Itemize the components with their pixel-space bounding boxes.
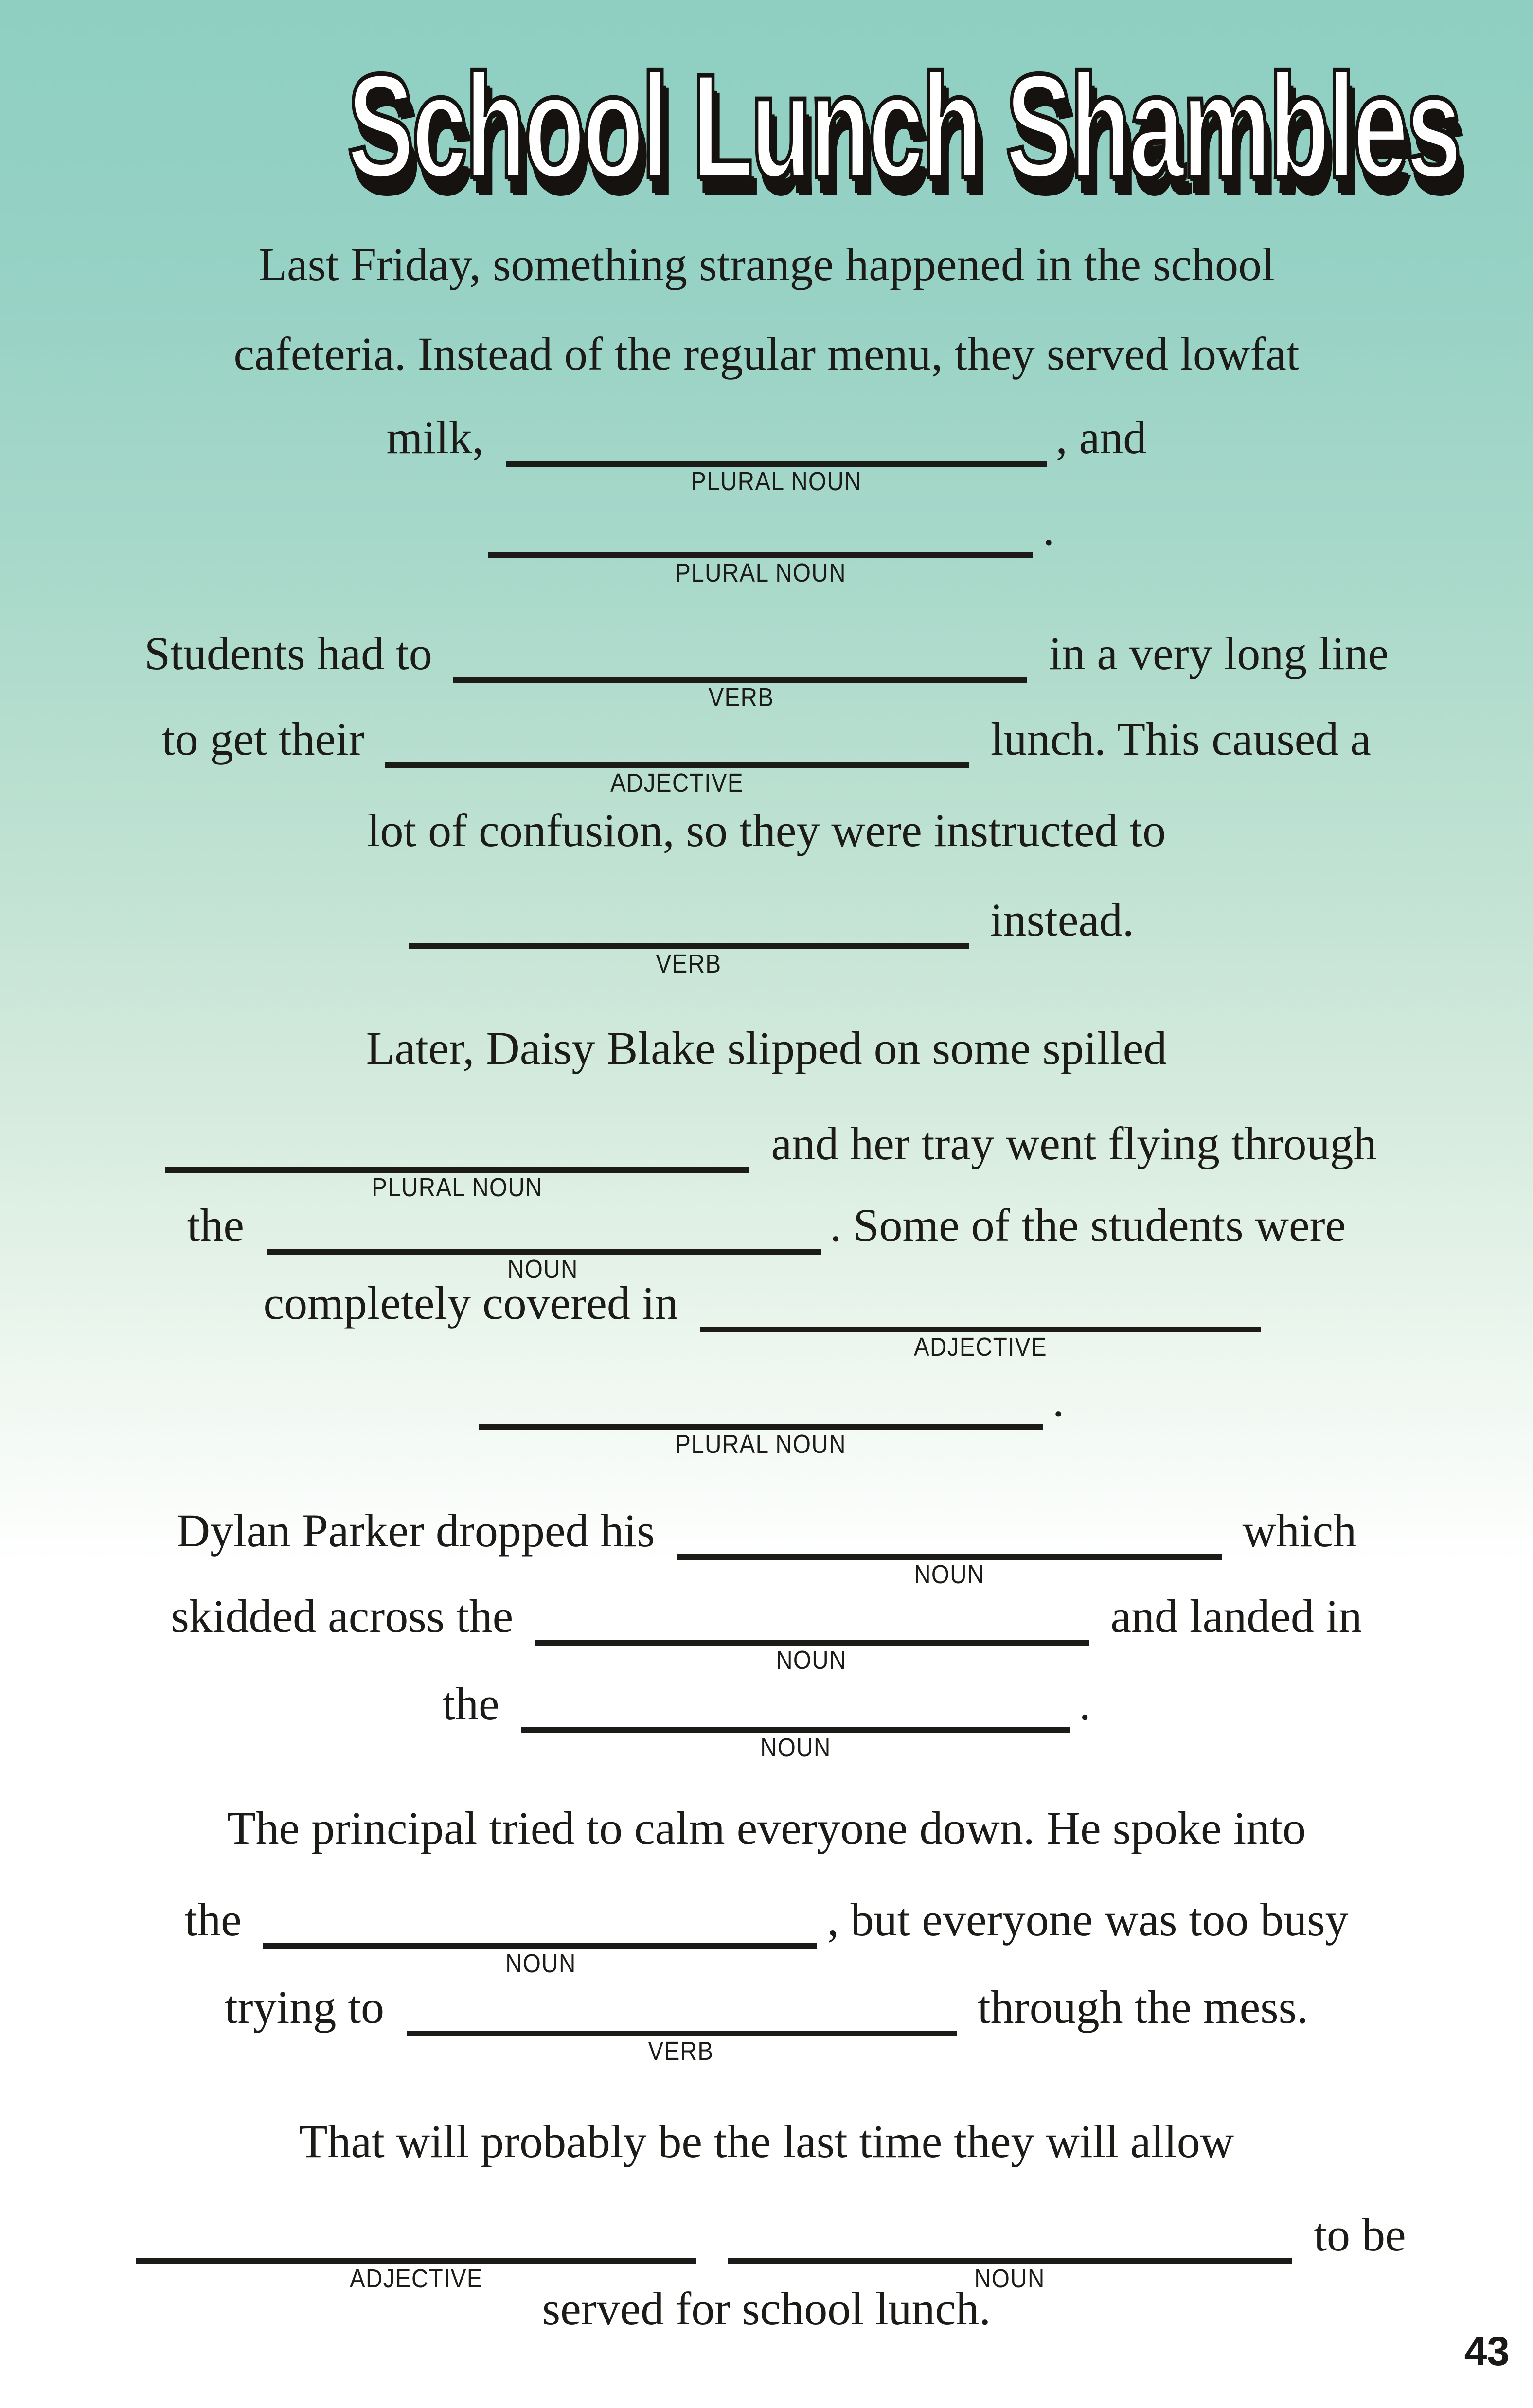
story-text: skidded across the — [171, 1593, 514, 1644]
page-title: School Lunch Shambles — [347, 45, 1460, 210]
story-text: The principal tried to calm everyone down. He spoke into — [227, 1805, 1306, 1856]
story-line — [43, 1280, 1490, 1362]
story-text: milk, — [386, 414, 484, 465]
story-text: . — [1052, 1377, 1064, 1428]
story-text: lunch. This caused a — [990, 716, 1371, 766]
story-line — [43, 2287, 1490, 2334]
fill-in-blank[interactable] — [488, 533, 1033, 587]
story-text: the — [187, 1202, 245, 1253]
fill-in-blank[interactable] — [386, 743, 969, 797]
fill-in-blank[interactable] — [263, 1924, 818, 1978]
story-text: served for school lunch. — [542, 2285, 991, 2336]
blank-label: PLURAL NOUN — [675, 1430, 846, 1459]
blank-label: PLURAL NOUN — [675, 558, 846, 587]
story-text: lot of confusion, so they were instructed to — [367, 807, 1166, 858]
story-line — [43, 333, 1490, 379]
story-line — [43, 1507, 1490, 1589]
story-line — [43, 1377, 1490, 1459]
blank-label: PLURAL NOUN — [690, 467, 861, 496]
blank-label: PLURAL NOUN — [372, 1173, 544, 1202]
story-line — [43, 243, 1490, 290]
story-text: instead. — [990, 897, 1134, 947]
story-line — [43, 506, 1490, 587]
blank-label: NOUN — [504, 1949, 576, 1978]
story-text: to be — [1314, 2212, 1406, 2262]
story-text: which — [1242, 1507, 1357, 1558]
fill-in-blank[interactable] — [521, 1708, 1070, 1762]
story-line — [43, 414, 1490, 496]
blank-label: ADJECTIVE — [913, 1332, 1047, 1362]
blank-label: ADJECTIVE — [610, 768, 744, 797]
fill-in-blank[interactable] — [409, 924, 969, 978]
story-text: That will probably be the last time they will allow — [299, 2118, 1234, 2169]
story-text: , and — [1055, 414, 1147, 465]
story-line — [43, 2212, 1490, 2293]
blank-label: ADJECTIVE — [350, 2264, 484, 2293]
story-line — [43, 1593, 1490, 1675]
story-line — [43, 2120, 1490, 2167]
fill-in-blank[interactable] — [505, 442, 1046, 496]
story-text: , but everyone was too busy — [827, 1896, 1349, 1947]
story-text: cafeteria. Instead of the regular menu, they served lowfat — [233, 331, 1300, 381]
blank-label: VERB — [708, 683, 774, 712]
blank-label: NOUN — [776, 1646, 848, 1675]
story-text: completely covered in — [263, 1280, 678, 1330]
story-line — [43, 1984, 1490, 2066]
blank-label: VERB — [656, 949, 722, 978]
story-text: Later, Daisy Blake slipped on some spilled — [366, 1025, 1167, 1076]
story-text: and landed in — [1110, 1593, 1362, 1644]
page-number: 43 — [1464, 2330, 1510, 2375]
fill-in-blank[interactable] — [728, 2239, 1292, 2293]
blank-label: VERB — [648, 2036, 714, 2066]
story-text: to get their — [162, 716, 364, 766]
story-text: trying to — [225, 1984, 384, 2035]
blank-label: NOUN — [759, 1733, 831, 1762]
story-line — [43, 1202, 1490, 1284]
fill-in-blank[interactable] — [137, 2239, 697, 2293]
story-line — [43, 809, 1490, 856]
story-text: in a very long line — [1049, 630, 1389, 681]
fill-in-blank[interactable] — [700, 1307, 1260, 1362]
story-line — [43, 716, 1490, 797]
story-line — [43, 1120, 1490, 1202]
fill-in-blank[interactable] — [479, 1404, 1043, 1459]
story-text: the — [442, 1681, 499, 1731]
story-line — [43, 1896, 1490, 1978]
story-line — [43, 630, 1490, 712]
story-line — [43, 897, 1490, 978]
fill-in-blank[interactable] — [166, 1148, 750, 1202]
story-line — [43, 1027, 1490, 1074]
fill-in-blank[interactable] — [266, 1229, 820, 1284]
story-text: . — [1043, 506, 1054, 556]
blank-label: NOUN — [975, 2264, 1046, 2293]
story-text: and her tray went flying through — [771, 1120, 1377, 1171]
blank-label: NOUN — [913, 1560, 984, 1589]
fill-in-blank[interactable] — [677, 1535, 1221, 1589]
fill-in-blank[interactable] — [454, 657, 1028, 712]
story-text: Dylan Parker dropped his — [176, 1507, 655, 1558]
fill-in-blank[interactable] — [406, 2011, 956, 2066]
fill-in-blank[interactable] — [535, 1620, 1089, 1675]
story-text: . Some of the students were — [830, 1202, 1346, 1253]
story-line — [43, 1807, 1490, 1854]
story-text: Last Friday, something strange happened in the school — [258, 241, 1275, 292]
story-text: through the mess. — [978, 1984, 1308, 2035]
story-text: the — [184, 1896, 242, 1947]
blank-label: NOUN — [507, 1255, 578, 1284]
story-line — [43, 1681, 1490, 1762]
story-text: Students had to — [144, 630, 432, 681]
story-text: . — [1079, 1681, 1091, 1731]
